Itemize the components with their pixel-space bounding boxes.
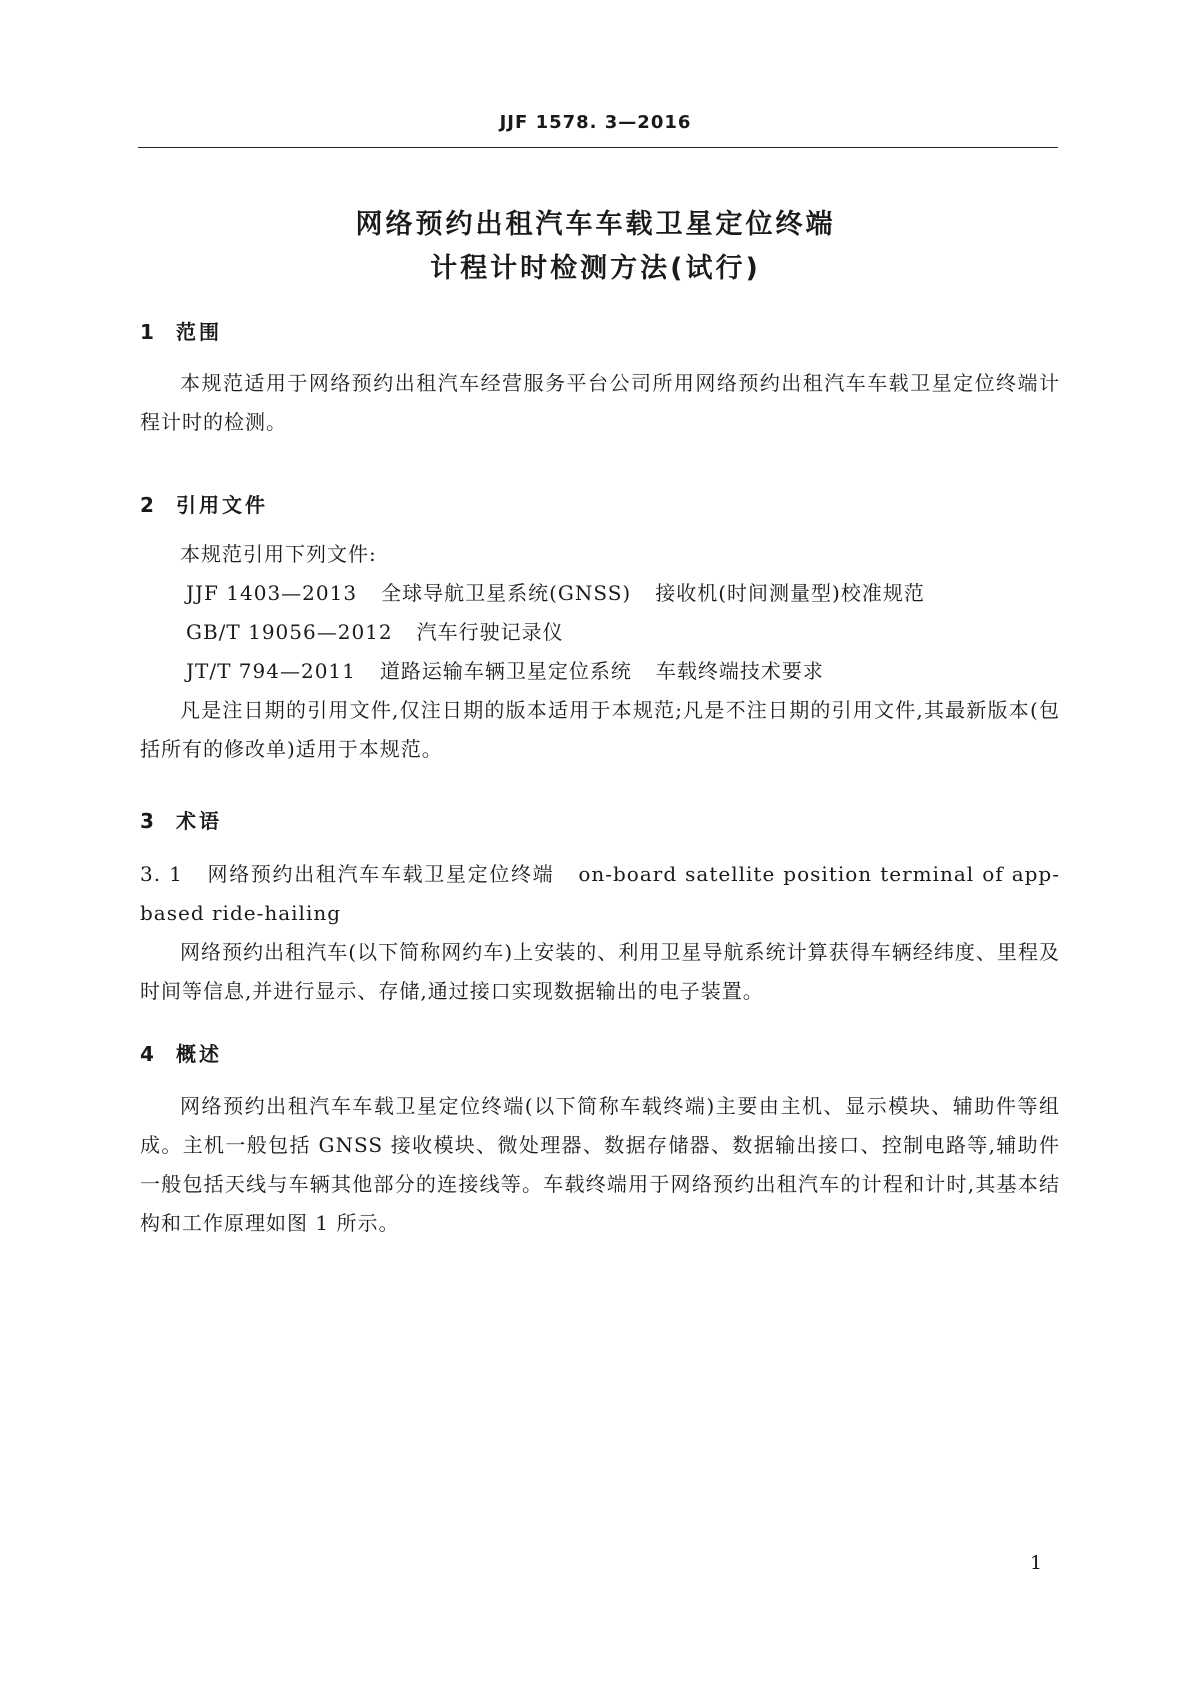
section-4-body [140, 1087, 1060, 1243]
term-english: on-board satellite position terminal of app-based ride-hailing [140, 862, 1060, 925]
reference-item [140, 574, 1060, 613]
section-4-heading [140, 1038, 222, 1067]
section-1-number: 1 [140, 320, 154, 344]
doc-title-line2: 计程计时检测方法(试行) [430, 253, 761, 284]
reference-title: 全球导航卫星系统(GNSS) [381, 581, 632, 605]
reference-item [140, 652, 1060, 691]
reference-code: GB/T 19056—2012 [186, 620, 393, 644]
section-1-heading [140, 316, 222, 345]
section-2-heading [140, 489, 268, 518]
reference-title: 道路运输车辆卫星定位系统 [379, 659, 632, 683]
section-1-title: 范围 [176, 320, 222, 344]
section-1-body [140, 364, 1060, 442]
section-3-heading [140, 805, 222, 834]
section-4-paragraph: 网络预约出租汽车车载卫星定位终端(以下简称车载终端)主要由主机、显示模块、辅助件等组成。主机一般包括 GNSS 接收模块、微处理器、数据存储器、数据输出接口、控制电路等,辅助件一般包括天线与车辆其他部分的连接线等。车载终端用于网络预约出租汽车的计程和计时,其基本结构和工作原理如图 1 所示。 [140, 1094, 1060, 1235]
section-2-title: 引用文件 [176, 493, 268, 517]
page-number: 1 [1030, 1552, 1043, 1574]
doc-title-line1: 网络预约出租汽车车载卫星定位终端 [355, 209, 836, 240]
reference-title-cont: 车载终端技术要求 [655, 659, 824, 683]
term-chinese: 网络预约出租汽车车载卫星定位终端 [206, 862, 555, 886]
reference-title-cont: 接收机(时间测量型)校准规范 [655, 581, 925, 605]
running-header: JJF 1578. 3—2016 [499, 112, 692, 133]
section-2-note: 凡是注日期的引用文件,仅注日期的版本适用于本规范;凡是不注日期的引用文件,其最新版本(包括所有的修改单)适用于本规范。 [140, 698, 1060, 761]
reference-code: JJF 1403—2013 [186, 581, 358, 605]
section-2-body [140, 535, 1060, 769]
section-4-title: 概述 [176, 1042, 222, 1066]
section-3-number: 3 [140, 809, 154, 833]
term-number: 3. 1 [140, 862, 183, 886]
section-2-intro: 本规范引用下列文件: [180, 542, 377, 566]
section-3-body [140, 855, 1060, 1011]
reference-code: JT/T 794—2011 [186, 659, 356, 683]
section-4-number: 4 [140, 1042, 154, 1066]
header-rule [138, 147, 1058, 148]
term-entry [140, 855, 1060, 933]
section-1-paragraph: 本规范适用于网络预约出租汽车经营服务平台公司所用网络预约出租汽车车载卫星定位终端计程计时的检测。 [140, 371, 1060, 434]
section-3-title: 术语 [176, 809, 222, 833]
term-definition: 网络预约出租汽车(以下简称网约车)上安装的、利用卫星导航系统计算获得车辆经纬度、里程及时间等信息,并进行显示、存储,通过接口实现数据输出的电子装置。 [140, 940, 1060, 1003]
reference-title: 汽车行驶记录仪 [416, 620, 564, 644]
reference-item [140, 613, 1060, 652]
section-2-number: 2 [140, 493, 154, 517]
